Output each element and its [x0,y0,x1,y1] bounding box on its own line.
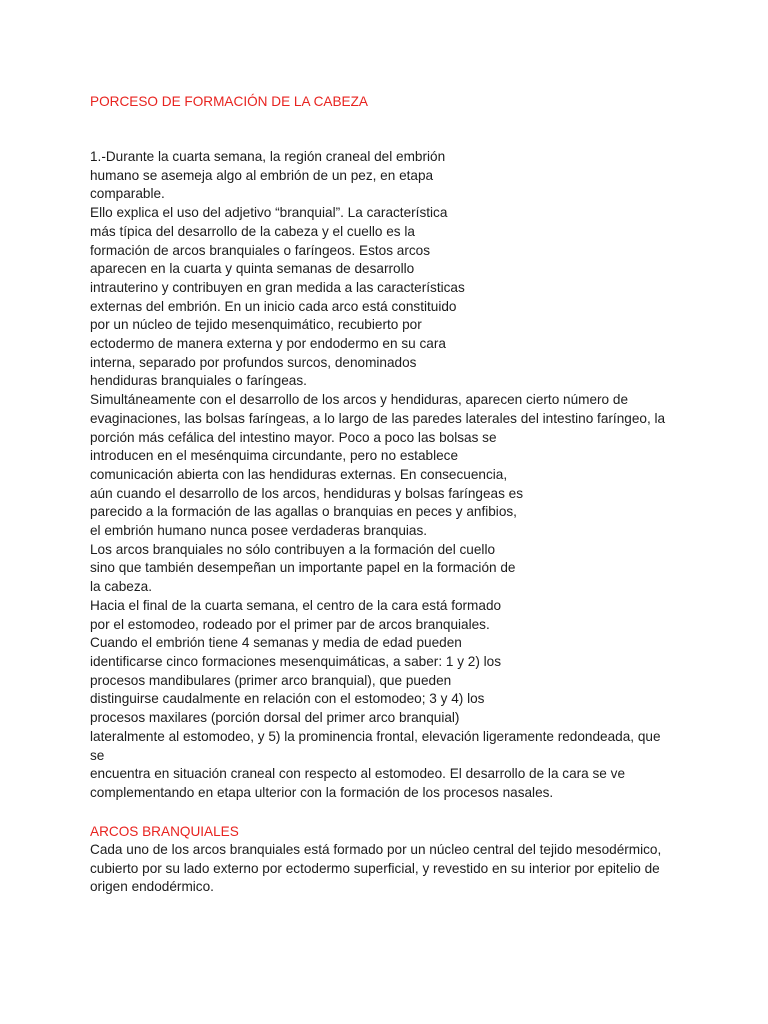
text-line: intrauterino y contribuyen en gran medida a las características [90,279,465,295]
text-line: identificarse cinco formaciones mesenquimáticas, a saber: 1 y 2) los [90,653,502,669]
text-line: origen endodérmico. [90,879,214,895]
text-line: hendiduras branquiales o faríngeas. [90,373,307,389]
text-line: 1.-Durante la cuarta semana, la región craneal del embrión [90,149,446,164]
text-line: encuentra en situación craneal con respecto al estomodeo. El desarrollo de la cara se ve [90,766,626,782]
section-2-body [90,841,750,897]
text-line: procesos mandibulares (primer arco branquial), que pueden [90,672,452,688]
text-line: evaginaciones, las bolsas faríngeas, a lo largo de las paredes laterales del intestino faríngeo, la [90,410,666,426]
section-heading-arcos-branquiales: ARCOS BRANQUIALES [90,824,239,839]
text-line: el embrión humano nunca posee verdaderas branquias. [90,523,428,539]
text-line: comunicación abierta con las hendiduras externas. En consecuencia, [90,466,508,482]
text-line: por el estomodeo, rodeado por el primer par de arcos branquiales. [90,616,490,632]
text-line: lateralmente al estomodeo, y 5) la prominencia frontal, elevación ligeramente redondeada, que [90,728,661,744]
text-line: más típica del desarrollo de la cabeza y el cuello es la [90,223,415,239]
text-line: aparecen en la cuarta y quinta semanas de desarrollo [90,261,415,277]
text-line: se [90,747,105,763]
section-1-body [90,148,750,803]
text-line: Cuando el embrión tiene 4 semanas y media de edad pueden [90,635,462,651]
text-line: distinguirse caudalmente en relación con el estomodeo; 3 y 4) los [90,691,485,707]
text-line: comparable. [90,186,165,202]
text-line: introducen en el mesénquima circundante, pero no establece [90,448,459,464]
text-line: cubierto por su lado externo por ectodermo superficial, y revestido en su interior por epitelio de [90,860,660,876]
text-line: interna, separado por profundos surcos, denominados [90,354,417,370]
text-line: complementando en etapa ulterior con la formación de los procesos nasales. [90,784,554,800]
text-line: Los arcos branquiales no sólo contribuyen a la formación del cuello [90,541,496,557]
text-line: humano se asemeja algo al embrión de un pez, en etapa [90,167,434,183]
text-line: parecido a la formación de las agallas o branquias en peces y anfibios, [90,504,517,520]
text-line: Ello explica el uso del adjetivo “branquial”. La característica [90,205,448,221]
page-title: PORCESO DE FORMACIÓN DE LA CABEZA [90,94,368,109]
text-line: sino que también desempeñan un importante papel en la formación de [90,560,516,576]
text-line: Cada uno de los arcos branquiales está formado por un núcleo central del tejido mesodérmico, [90,842,662,857]
text-line: porción más cefálica del intestino mayor. Poco a poco las bolsas se [90,429,497,445]
text-line: por un núcleo de tejido mesenquimático, recubierto por [90,317,422,333]
text-line: aún cuando el desarrollo de los arcos, hendiduras y bolsas faríngeas es [90,485,524,501]
text-line: procesos maxilares (porción dorsal del primer arco branquial) [90,710,460,726]
text-line: la cabeza. [90,579,152,595]
text-line: formación de arcos branquiales o faríngeos. Estos arcos [90,242,431,258]
text-line: Hacia el final de la cuarta semana, el centro de la cara está formado [90,597,502,613]
text-line: externas del embrión. En un inicio cada arco está constituido [90,298,457,314]
text-line: ectodermo de manera externa y por endodermo en su cara [90,336,446,352]
text-line: Simultáneamente con el desarrollo de los arcos y hendiduras, aparecen cierto número de [90,392,629,408]
